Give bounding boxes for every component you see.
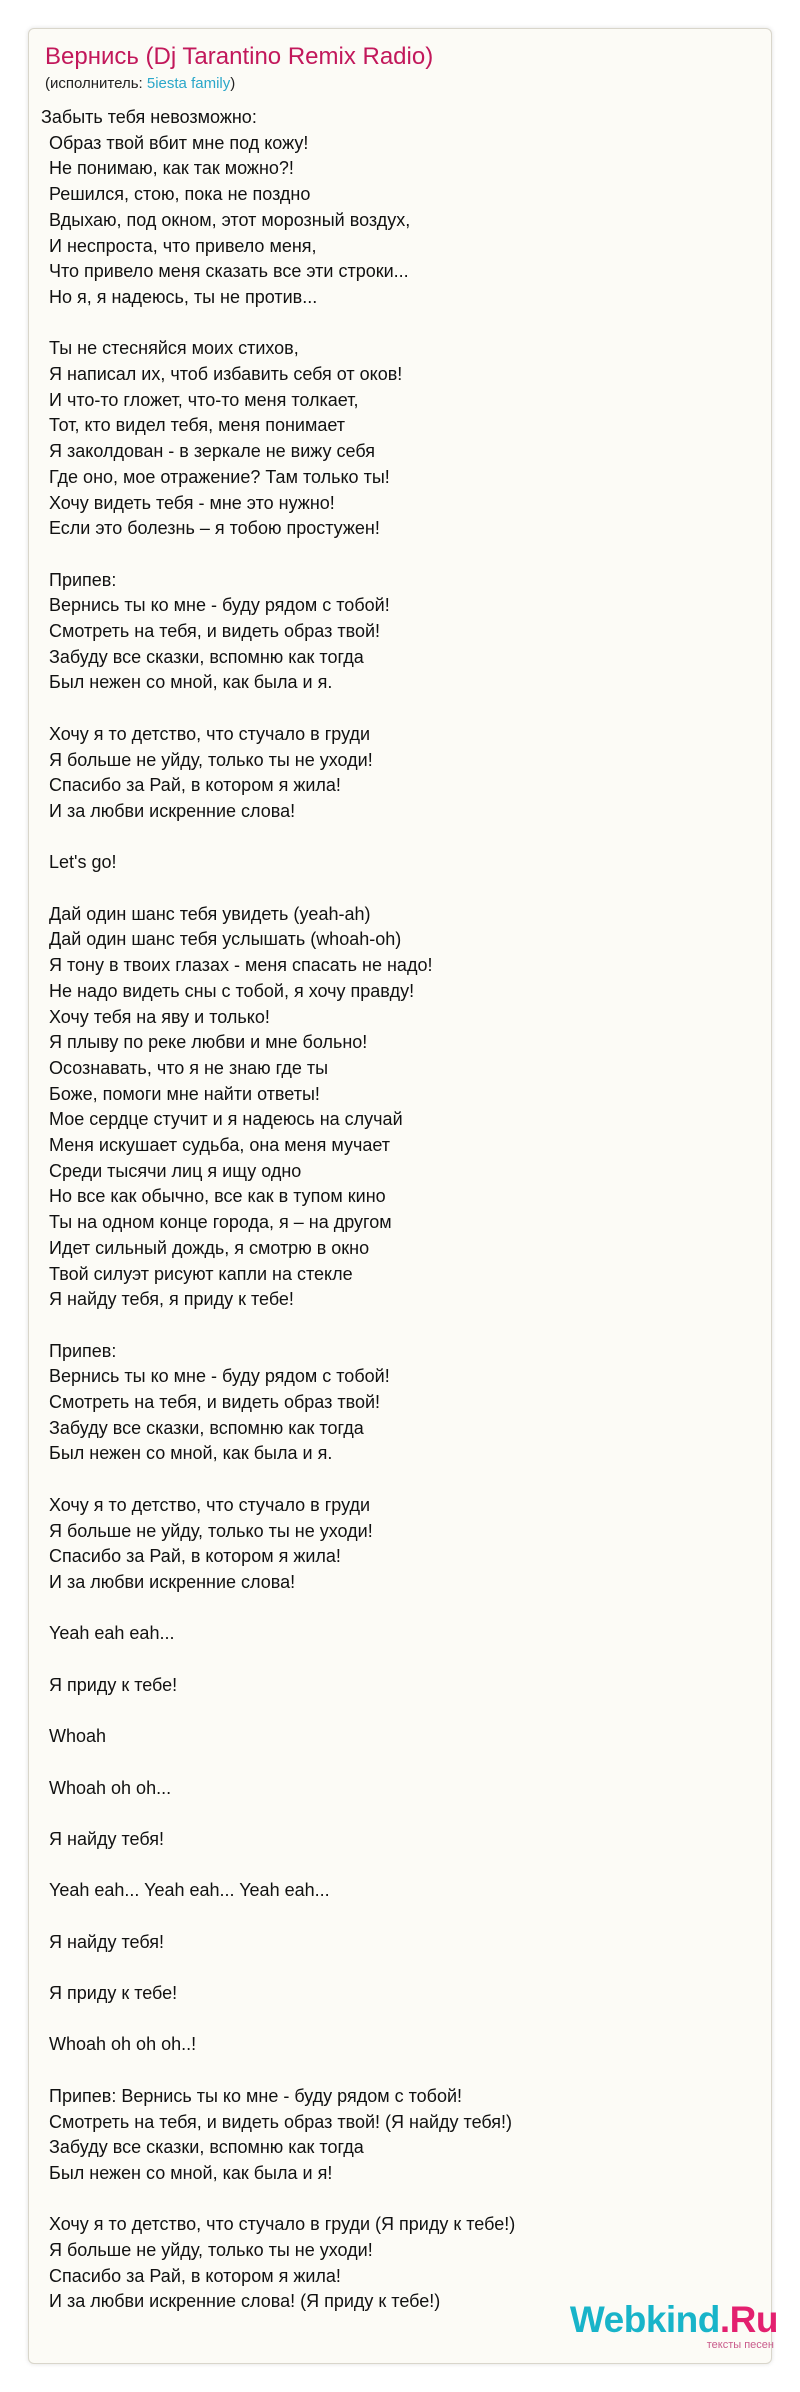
lyrics-stanza [41, 722, 741, 825]
lyrics-stanza [41, 1930, 741, 1956]
lyric-line: Я больше не уйду, только ты не уходи! [49, 2240, 373, 2261]
lyric-line: Спасибо за Рай, в котором я жила! [49, 2265, 341, 2286]
lyrics-stanza [41, 1724, 741, 1750]
lyric-line: И за любви искренние слова! (Я приду к тебе!) [49, 2291, 441, 2312]
song-title: Вернись (Dj Tarantino Remix Radio) [45, 43, 434, 70]
lyric-line: Я плыву по реке любви и мне больно! [49, 1032, 368, 1053]
lyrics-stanza [41, 1493, 741, 1596]
lyric-line: Припев: [49, 1340, 117, 1361]
lyrics-stanza [41, 2084, 741, 2187]
lyric-line: Whoah oh oh oh..! [49, 2034, 197, 2055]
artist-prefix: (исполнитель: [45, 75, 147, 92]
lyric-line: Забуду все сказки, вспомню как тогда [49, 1417, 364, 1438]
lyric-line: Хочу я то детство, что стучало в груди (Я приду к тебе!) [49, 2214, 516, 2235]
lyrics-body [41, 105, 741, 2315]
lyric-line: Дай один шанс тебя услышать (whoah-oh) [49, 929, 402, 950]
lyric-line: Я найду тебя! [49, 1931, 165, 1952]
lyrics-stanza [41, 1621, 741, 1647]
lyric-line: Yeah eah... Yeah eah... Yeah eah... [49, 1880, 330, 1901]
artist-line [45, 74, 235, 94]
lyric-line: Смотреть на тебя, и видеть образ твой! (Я найду тебя!) [49, 2111, 513, 2132]
lyrics-stanza [41, 1339, 741, 1468]
lyric-line: Хочу я то детство, что стучало в груди [49, 723, 371, 744]
lyric-line: Тот, кто видел тебя, меня понимает [49, 415, 346, 436]
lyric-line: Дай один шанс тебя увидеть (yeah-ah) [49, 903, 371, 924]
lyric-line: Идет сильный дождь, я смотрю в окно [49, 1237, 370, 1258]
lyric-line: Смотреть на тебя, и видеть образ твой! [49, 1392, 381, 1413]
lyrics-stanza [41, 568, 741, 697]
lyric-line: Припев: Вернись ты ко мне - буду рядом с тобой! [49, 2085, 463, 2106]
lyric-line: Спасибо за Рай, в котором я жила! [49, 1546, 341, 1567]
lyric-line: Осознавать, что я не знаю где ты [49, 1057, 329, 1078]
lyric-line: Но я, я надеюсь, ты не против... [49, 286, 318, 307]
lyrics-stanza [41, 1776, 741, 1802]
lyric-line: Я больше не уйду, только ты не уходи! [49, 1520, 373, 1541]
lyric-line: Если это болезнь – я тобою простужен! [49, 518, 380, 539]
logo-tld: .Ru [719, 2299, 778, 2340]
lyric-line: Забуду все сказки, вспомню как тогда [49, 646, 364, 667]
lyric-line: Мое сердце стучит и я надеюсь на случай [49, 1109, 403, 1130]
lyric-line: Я приду к тебе! [49, 1983, 178, 2004]
lyric-line: Что привело меня сказать все эти строки... [49, 261, 409, 282]
lyric-line: Хочу видеть тебя - мне это нужно! [49, 492, 335, 513]
lyrics-stanza [41, 1673, 741, 1699]
lyrics-stanza [41, 1981, 741, 2007]
lyric-line: Образ твой вбит мне под кожу! [49, 132, 309, 153]
logo-tagline: тексты песен [706, 2339, 774, 2351]
lyric-line: Ты на одном конце города, я – на другом [49, 1212, 392, 1233]
lyric-line: Забыть тебя невозможно: [41, 107, 257, 127]
lyric-line: Был нежен со мной, как была и я! [49, 2162, 333, 2183]
lyric-line: Хочу тебя на яву и только! [49, 1006, 270, 1027]
lyric-line: Твой силуэт рисуют капли на стекле [49, 1263, 353, 1284]
lyric-line: Whoah oh oh... [49, 1777, 172, 1798]
lyric-line: Среди тысячи лиц я ищу одно [49, 1160, 302, 1181]
lyric-line: И что-то гложет, что-то меня толкает, [49, 389, 359, 410]
lyric-line: Забуду все сказки, вспомню как тогда [49, 2137, 364, 2158]
lyric-line: Ты не стесняйся моих стихов, [49, 338, 299, 359]
lyric-line: Был нежен со мной, как была и я. [49, 672, 333, 693]
lyric-line: Вернись ты ко мне - буду рядом с тобой! [49, 1366, 390, 1387]
logo-name: Webkind [569, 2299, 720, 2340]
lyrics-stanza [41, 105, 741, 311]
lyric-line: Спасибо за Рай, в котором я жила! [49, 775, 341, 796]
lyric-line: Я написал их, чтоб избавить себя от оков! [49, 364, 403, 385]
lyric-line: Но все как обычно, все как в тупом кино [49, 1186, 386, 1207]
lyric-line: И неспроста, что привело меня, [49, 235, 317, 256]
artist-link[interactable]: 5iesta family [146, 75, 231, 92]
lyric-line: Смотреть на тебя, и видеть образ твой! [49, 621, 381, 642]
lyric-line: Не надо видеть сны с тобой, я хочу правду! [49, 980, 415, 1001]
lyric-line: Был нежен со мной, как была и я. [49, 1443, 333, 1464]
lyric-line: Я тону в твоих глазах - меня спасать не надо! [49, 955, 433, 976]
lyric-line: Боже, помоги мне найти ответы! [49, 1083, 320, 1104]
webkind-logo[interactable] [552, 2298, 782, 2368]
lyric-line: Я больше не уйду, только ты не уходи! [49, 749, 373, 770]
lyric-line: И за любви искренние слова! [49, 800, 296, 821]
lyric-line: Припев: [49, 569, 117, 590]
lyric-line: Whoah [49, 1726, 107, 1747]
lyric-line: Вернись ты ко мне - буду рядом с тобой! [49, 595, 390, 616]
lyrics-stanza [41, 902, 741, 1313]
lyric-line: Я приду к тебе! [49, 1674, 178, 1695]
logo-wordmark [570, 2298, 778, 2342]
lyric-line: Let's go! [49, 852, 117, 873]
lyrics-stanza [41, 336, 741, 542]
lyric-line: Я заколдован - в зеркале не вижу себя [49, 441, 375, 462]
lyrics-stanza [41, 2032, 741, 2058]
lyric-line: Я найду тебя, я приду к тебе! [49, 1289, 294, 1310]
lyric-line: Хочу я то детство, что стучало в груди [49, 1494, 371, 1515]
lyric-line: Yeah eah eah... [49, 1623, 175, 1644]
lyrics-stanza [41, 1827, 741, 1853]
artist-suffix: ) [230, 75, 236, 92]
lyric-line: Где оно, мое отражение? Там только ты! [49, 466, 390, 487]
lyric-line: Не понимаю, как так можно?! [49, 158, 294, 179]
lyrics-card [28, 28, 772, 2364]
lyrics-stanza [41, 1878, 741, 1904]
lyric-line: Вдыхаю, под окном, этот морозный воздух, [49, 209, 411, 230]
lyric-line: И за любви искренние слова! [49, 1571, 296, 1592]
lyric-line: Меня искушает судьба, она меня мучает [49, 1135, 390, 1156]
lyric-line: Решился, стою, пока не поздно [49, 184, 311, 205]
lyrics-stanza [41, 850, 741, 876]
lyric-line: Я найду тебя! [49, 1828, 165, 1849]
